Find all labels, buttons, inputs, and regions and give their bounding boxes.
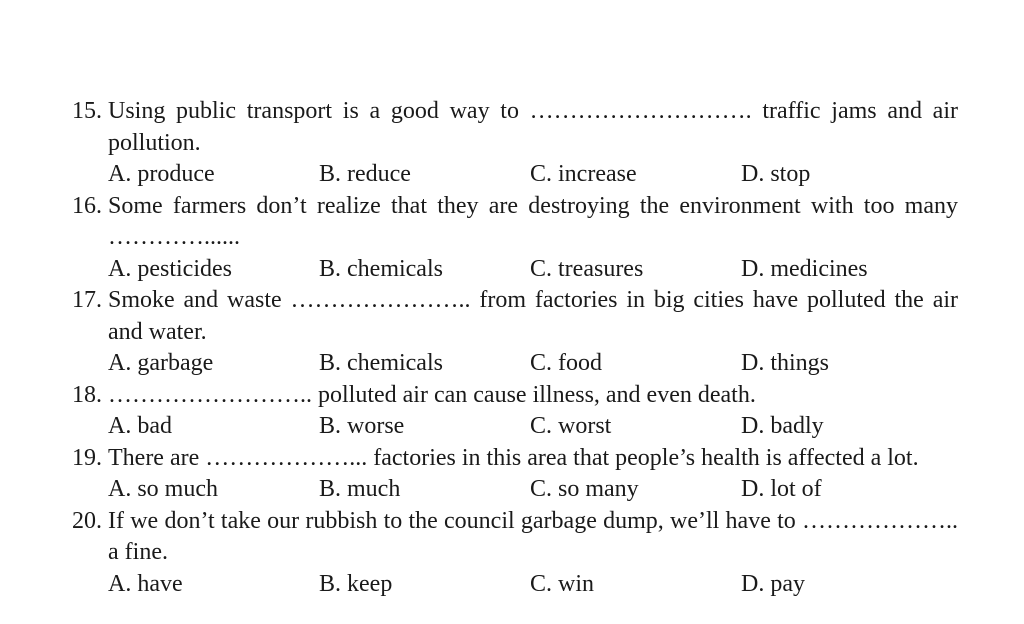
question-number: 17. [72, 287, 102, 313]
question-text: Smoke and waste ………………….. from factories in big cities have polluted the air and water. [108, 287, 958, 345]
answer-options [108, 254, 958, 286]
question-text: There are ………………... factories in this area that people’s health is affected a lot. [108, 444, 919, 471]
option-d: D. things [741, 350, 830, 376]
option-b: B. chemicals [319, 255, 443, 282]
option-a: A. garbage [108, 350, 214, 376]
option-b: B. reduce [319, 161, 411, 187]
question-number: 20. [72, 507, 102, 534]
option-c: C. so many [530, 476, 639, 502]
option-a: A. produce [108, 161, 215, 187]
question-17 [72, 285, 958, 380]
answer-options [108, 569, 958, 601]
question-number: 18. [72, 381, 102, 408]
question-16 [72, 191, 958, 286]
option-a: A. bad [108, 413, 172, 439]
option-b: B. worse [319, 413, 405, 439]
option-d: D. badly [741, 413, 824, 439]
question-number: 15. [72, 98, 102, 124]
answer-options [108, 474, 958, 506]
exercise-sheet [72, 96, 958, 600]
option-c: C. food [530, 350, 602, 376]
option-a: A. so much [108, 476, 218, 502]
answer-options [108, 348, 958, 380]
option-a: A. have [108, 570, 183, 597]
answer-options [108, 159, 958, 191]
option-c: C. worst [530, 413, 612, 439]
option-d: D. lot of [741, 476, 822, 502]
question-15 [72, 96, 958, 191]
option-d: D. pay [741, 570, 805, 597]
option-d: D. medicines [741, 255, 868, 282]
option-b: B. keep [319, 570, 393, 597]
option-d: D. stop [741, 161, 811, 187]
question-number: 16. [72, 192, 102, 219]
answer-options [108, 411, 958, 443]
option-b: B. chemicals [319, 350, 443, 376]
option-a: A. pesticides [108, 255, 232, 282]
option-c: C. increase [530, 161, 637, 187]
question-18 [72, 380, 958, 443]
question-number: 19. [72, 444, 102, 471]
option-c: C. treasures [530, 255, 644, 282]
question-20 [72, 506, 958, 601]
question-text: If we don’t take our rubbish to the council garbage dump, we’ll have to ……………….. a fine. [108, 507, 958, 565]
question-19 [72, 443, 958, 506]
option-b: B. much [319, 476, 401, 502]
question-text: …………………….. polluted air can cause illness, and even death. [108, 381, 756, 408]
option-c: C. win [530, 570, 595, 597]
question-text: Some farmers don’t realize that they are destroying the environment with too many …………...... [108, 192, 958, 250]
question-text: Using public transport is a good way to ………………………. traffic jams and air pollution. [108, 98, 958, 156]
